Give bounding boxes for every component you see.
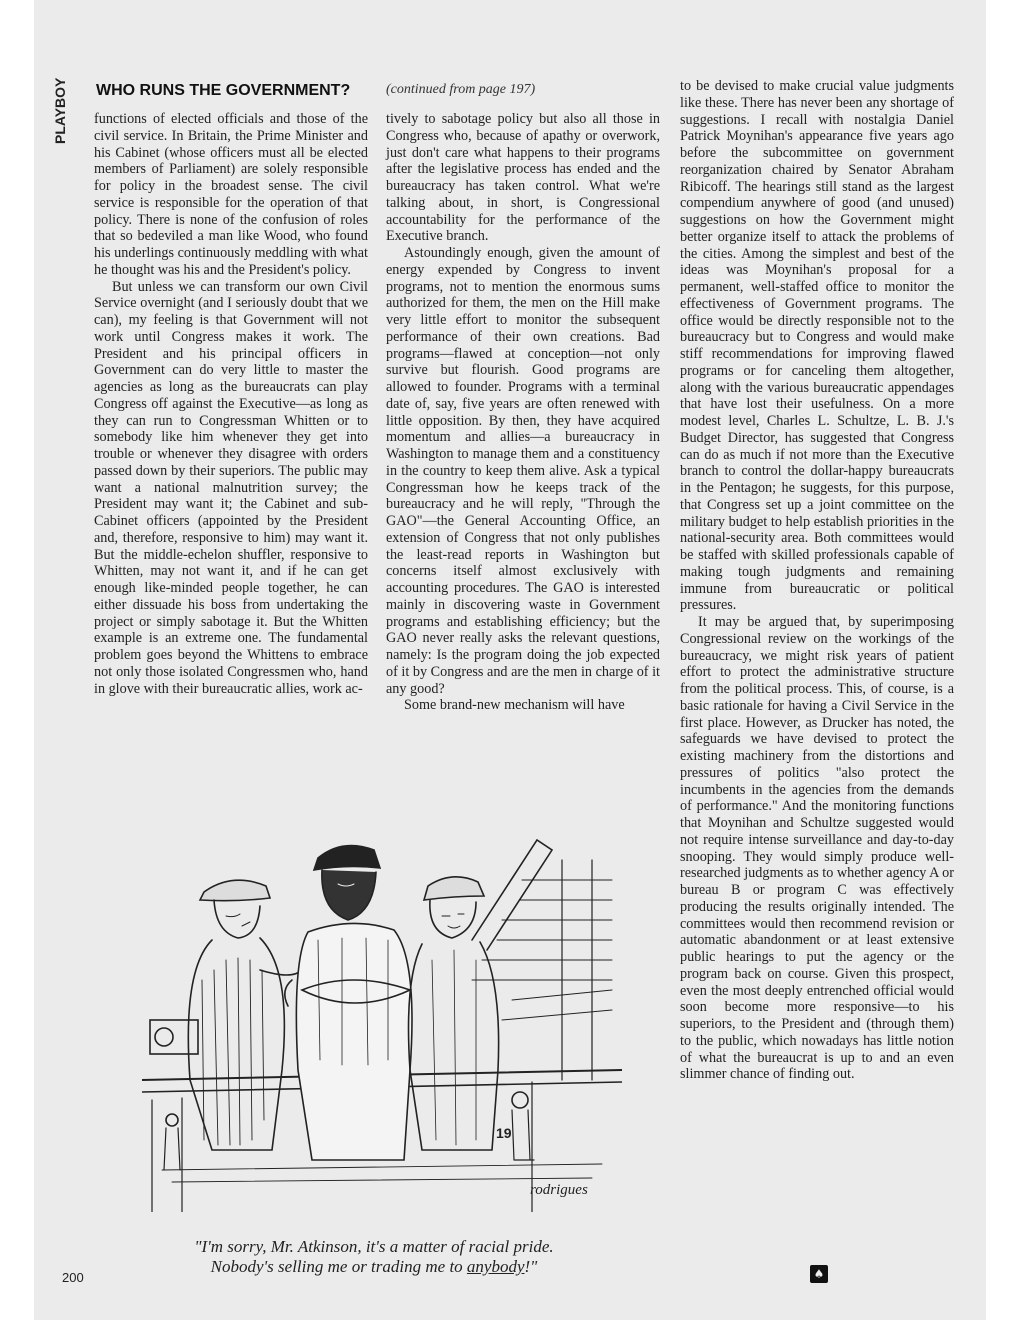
text-column-2 xyxy=(386,111,660,714)
cartoon-illustration xyxy=(142,820,622,1212)
paragraph: tively to sabotage policy but also all those in Congress who, because of apathy or overwork, just don't care what happens to their programs after the legislative process has ended and the bureaucracy has taken control. What we're talking about, in short, is Congressional accountability for the performance of the Executive branch. xyxy=(386,111,660,245)
paragraph: It may be argued that, by superimposing Congressional review on the workings of the bureaucracy, we might risk years of patient effort to protect the administrative structure from the political process. This, of course, is a basic rationale for having a Civil Service in the first place. However, as Drucker has noted, the safeguards we have devised to protect the existing machinery from the distortions and pressures of politics "also protect the incumbents in the agencies from the demands of performance." And the monitoring functions that Moynihan and Schultze suggested would not require intense surveillance and day-to-day snooping. They would simply produce well-researched judgments as to whether agency A or bureau B or program C was effectively producing the results originally intended. The committees would then recommend revision or automatic abandonment or at least extensive public hearings to put the agency or the program back on course. Given this prospect, even the most deeply entrenched official would soon become more responsive—to his superiors, to the President and (through them) to the public, which nowadays has little notion of what the bureaucrat is up to and an even slimmer chance of finding out. xyxy=(680,614,954,1083)
text-column-3 xyxy=(680,78,954,1083)
scoreboard-number: 19 xyxy=(496,1125,512,1141)
paragraph: But unless we can transform our own Civil Service overnight (and I seriously doubt that we can), my feeling is that Government will not work until Congress makes it work. The President and his principal officers in Government can do very little to master the agencies as long as the bureaucrats can play Congress off against the Executive—as long as they can run to Congressman Whitten or to somebody like him whenever they get into trouble or whenever they disagree with orders passed down by their superiors. The public may want a national malnutrition survey; the President may want it; the Cabinet and sub-Cabinet officers (appointed by the President and, therefore, responsive to him) may want it. But the middle-echelon shuffler, responsive to Whitten, may not want it, and if he can get enough like-minded people together, he can either dissuade his boss from undertaking the project or simply sabotage it. But the Whitten example is an extreme one. The fundamental problem goes beyond the Whittens to embrace not only those isolated Congressmen who, hand in glove with their bureaucratic allies, work ac- xyxy=(94,278,368,697)
cartoon-caption xyxy=(104,1237,644,1277)
text-column-1 xyxy=(94,111,368,697)
paragraph: to be devised to make crucial value judgments like these. There has never been any shortage of suggestions. I recall with nostalgia Daniel Patrick Moynihan's appearance five years ago before the subcommittee on government reorganization chaired by Senator Abraham Ribicoff. The hearings still stand as the largest compendium anywhere of good (and unused) suggestions on how the Government might better organize itself to attack the problems of the cities. Among the simplest and best of the ideas was Moynihan's proposal for a permanent, well-staffed office to monitor the effectiveness of Government programs. The office would be directly responsible not to the bureaucracy but to Congress and would make stiff recommendations for improving flawed programs or for canceling them altogether, along with the various bureaucratic appendages that have lost their usefulness. On a more modest level, Charles L. Schultze, L. B. J.'s Budget Director, has suggested that Congress can do as much if not more than the Executive branch to control the dollar-happy bureaucrats in the Pentagon; he suggests, for this purpose, that Congress set up a joint committee on the military budget to help establish priorities in the national-security area. Both committees would be staffed with skilled professionals capable of making tough judgments and remaining immune from bureaucratic or political pressures. xyxy=(680,78,954,614)
continued-note: (continued from page 197) xyxy=(386,82,536,97)
paragraph: Astoundingly enough, given the amount of energy expended by Congress to invent programs, not to mention the enormous sums authorized for them, the men on the Hill make very little effort to monitor the subsequent performance of their own creations. Bad programs—flawed at conception—not only survive but flourish. Good programs are allowed to founder. Programs with a terminal date of, say, five years are often renewed with little opposition. By then, they have acquired momentum and allies—a bureaucracy in Washington to manage them and a constituency in the country to keep them alive. Ask a typical Congressman how he keeps track of the bureaucracy and he will reply, "Through the GAO"—the General Accounting Office, an extension of Congress that not only publishes the least-read reports in Washington but concerns itself almost exclusively with accounting procedures. The GAO is interested mainly in discovering waste in Government programs and establishing efficiency; but the GAO never really asks the relevant questions, namely: Is the program doing the job expected of it by Congress and are the men in charge of it any good? xyxy=(386,245,660,697)
magazine-name: PLAYBOY xyxy=(52,78,68,145)
paragraph: Some brand-new mechanism will have xyxy=(404,697,625,714)
caption-text: Nobody's selling me or trading me to xyxy=(210,1257,467,1276)
caption-text: !" xyxy=(524,1257,538,1276)
paragraph: functions of elected officials and those of the civil service. In Britain, the Prime Minister and his Cabinet (whose officers must all be elected members of Parliament) are solely responsible for policy in the broadest sense. The civil service is responsible for the operation of that policy. There is none of the confusion of roles that so bedeviled a man like Wood, who found his underlings continuously meddling with what he thought was his and the President's policy. xyxy=(94,111,368,278)
caption-emphasis: anybody xyxy=(466,1257,525,1276)
caption-line-2 xyxy=(104,1257,644,1277)
artist-signature: rodrigues xyxy=(530,1182,588,1198)
caption-line-1: "I'm sorry, Mr. Atkinson, it's a matter of racial pride. xyxy=(194,1237,554,1256)
magazine-page xyxy=(34,0,986,1320)
article-headline: WHO RUNS THE GOVERNMENT? xyxy=(96,82,351,99)
end-mark-icon: ♠ xyxy=(810,1265,828,1283)
page-number: 200 xyxy=(62,1270,84,1285)
